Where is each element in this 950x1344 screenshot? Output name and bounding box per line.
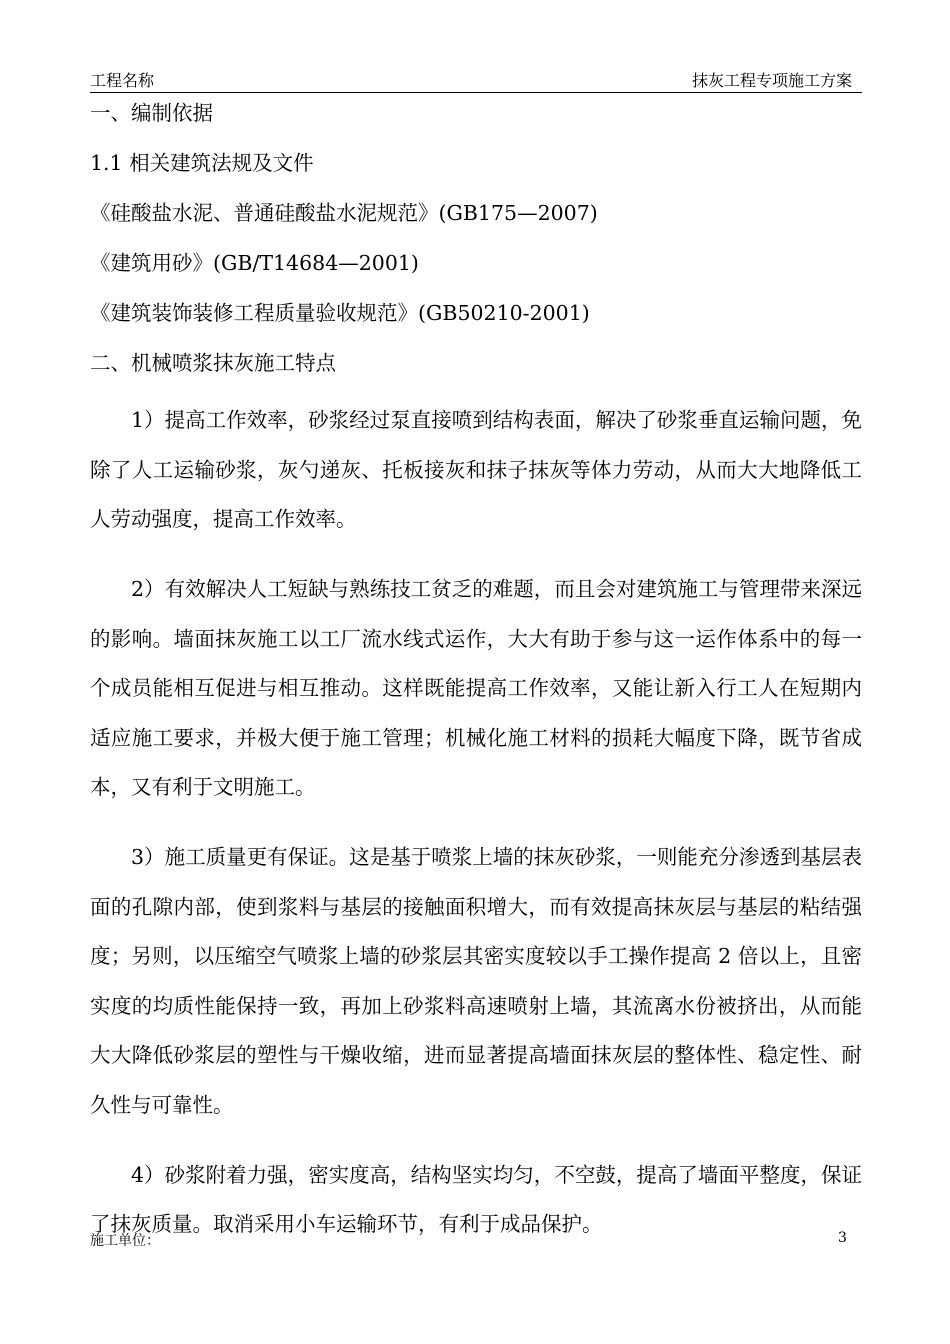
document-body: [90, 96, 862, 1255]
paragraph-adhesion: 4）砂浆附着力强，密实度高，结构坚实均匀，不空鼓，提高了墙面平整度，保证了抹灰质量。取消采用小车运输环节，有利于成品保护。: [90, 1162, 862, 1236]
section-heading-features: 二、机械喷浆抹灰施工特点: [90, 351, 336, 375]
paragraph-quality: 3）施工质量更有保证。这是基于喷浆上墙的抹灰砂浆，一则能充分渗透到基层表面的孔隙内部，使到浆料与基层的接触面积增大，而有效提高抹灰层与基层的粘结强度；另则，以压缩空气喷浆上墙的砂浆层其密实度较以手工操作提高 2 倍以上，且密实度的均质性能保持一致，再加上砂浆料高速喷射上墙，其流离水份被挤出，从而能大大降低砂浆层的塑性与干燥收缩，进而显著提高墙面抹灰层的整体性、稳定性、耐久性与可靠性。: [90, 845, 862, 1117]
paragraph-efficiency: 1）提高工作效率，砂浆经过泵直接喷到结构表面，解决了砂浆垂直运输问题，免除了人工运输砂浆，灰勺递灰、托板接灰和抹子抹灰等体力劳动，从而大大地降低工人劳动强度，提高工作效率。: [90, 408, 862, 531]
header-divider: [90, 92, 862, 93]
footer-construction-unit: 施工单位：: [90, 1233, 160, 1249]
reference-item: 《建筑用砂》(GB/T14684—2001): [90, 251, 419, 275]
page-header: [90, 68, 862, 92]
reference-item: 《硅酸盐水泥、普通硅酸盐水泥规范》(GB175—2007): [90, 201, 598, 225]
page-number: 3: [838, 1230, 847, 1246]
header-document-title: 抹灰工程专项施工方案: [691, 71, 852, 90]
paragraph-labor-shortage: 2）有效解决人工短缺与熟练技工贫乏的难题，而且会对建筑施工与管理带来深远的影响。墙面抹灰施工以工厂流水线式运作，大大有助于参与这一运作体系中的每一个成员能相互促进与相互推动。这样既能提高工作效率，又能让新入行工人在短期内适应施工要求，并极大便于施工管理；机械化施工材料的损耗大幅度下降，既节省成本，又有利于文明施工。: [90, 577, 862, 799]
section-heading-basis: 一、编制依据: [90, 101, 213, 125]
subsection-heading-regulations: 1.1 相关建筑法规及文件: [90, 151, 314, 175]
reference-item: 《建筑装饰装修工程质量验收规范》(GB50210-2001): [90, 301, 590, 325]
header-project-name: 工程名称: [90, 71, 155, 90]
